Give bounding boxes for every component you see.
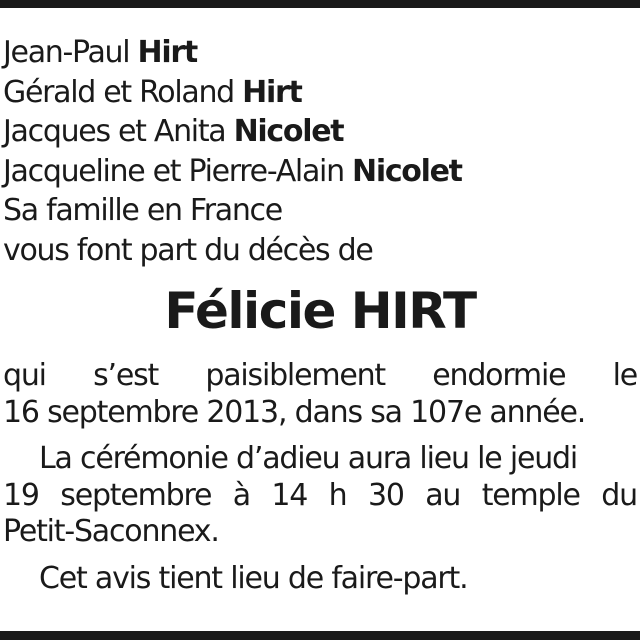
bottom-border-rule: [0, 631, 640, 640]
text-line: Petit-Saconnex.: [3, 514, 219, 549]
family-line: Jacques et Anita Nicolet: [3, 114, 344, 149]
paragraph-passing: [3, 358, 637, 431]
family-surname: Nicolet: [352, 153, 462, 189]
family-line: Gérald et Roland Hirt: [3, 74, 302, 110]
paragraph-notice: [3, 561, 637, 598]
justified-line: 19 septembre à 14 h 30 au temple du: [3, 477, 637, 513]
text-line: La cérémonie d’adieu aura lieu le jeudi: [39, 441, 578, 476]
family-surname: Hirt: [137, 35, 197, 70]
top-border-rule: [0, 0, 640, 8]
family-surname: Nicolet: [233, 114, 344, 149]
justified-line: qui s’est paisiblement endormie le: [3, 358, 638, 393]
family-line: Jacqueline et Pierre-Alain Nicolet: [3, 153, 462, 189]
announcement-line: vous font part du décès de: [3, 232, 373, 268]
family-list: [3, 33, 637, 270]
text-line: Cet avis tient lieu de faire-part.: [39, 560, 468, 596]
family-line: Sa famille en France: [3, 193, 282, 228]
family-surname: Hirt: [242, 74, 302, 110]
deceased-name: Félicie HIRT: [164, 282, 476, 340]
text-line: 16 septembre 2013, dans sa 107e année.: [3, 394, 586, 430]
family-line: Jean-Paul Hirt: [3, 35, 197, 70]
notice-body: [3, 358, 637, 597]
paragraph-ceremony: [3, 441, 637, 551]
